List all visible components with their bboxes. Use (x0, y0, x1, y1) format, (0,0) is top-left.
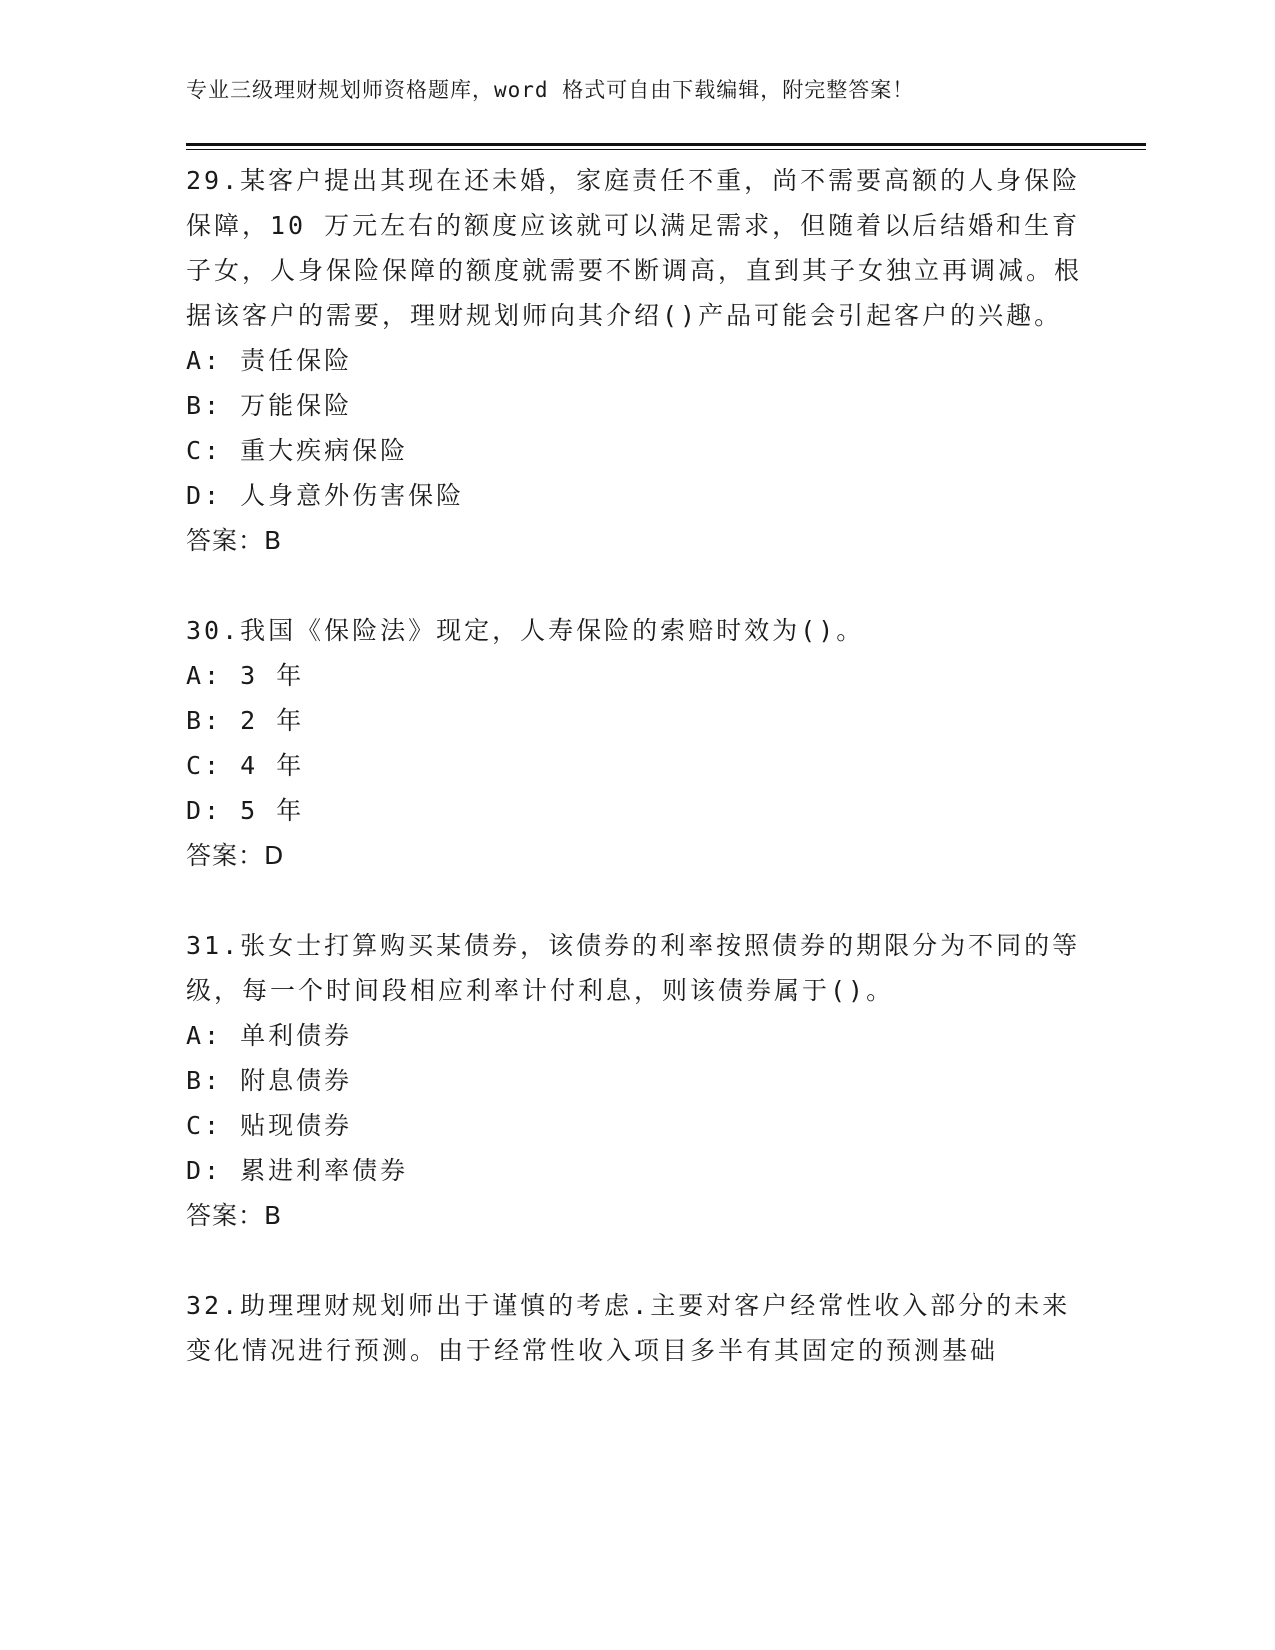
question-31 (186, 923, 1086, 1238)
question-text: 32.助理理财规划师出于谨慎的考虑.主要对客户经常性收入部分的未来变化情况进行预测。由于经常性收入项目多半有其固定的预测基础 (186, 1291, 1071, 1365)
question-32 (186, 1283, 1086, 1373)
question-text: 29.某客户提出其现在还未婚，家庭责任不重，尚不需要高额的人身保险保障，10 万元左右的额度应该就可以满足需求，但随着以后结婚和生育子女，人身保险保障的额度就需要不断调高，直到其子女独立再调减。根据该客户的需要，理财规划师向其介绍()产品可能会引起客户的兴趣。 (186, 166, 1083, 330)
question-29 (186, 158, 1086, 563)
header-rule-thick (186, 143, 1146, 146)
option-d: D: 累进利率债券 (186, 1156, 409, 1185)
answer-label: 答案：B (186, 526, 283, 555)
answer-label: 答案：B (186, 1201, 283, 1230)
option-b: B: 2 年 (186, 706, 305, 735)
option-a: A: 责任保险 (186, 346, 353, 375)
answer-label: 答案：D (186, 841, 285, 870)
option-a: A: 3 年 (186, 661, 305, 690)
page-header: 专业三级理财规划师资格题库，word 格式可自由下载编辑，附完整答案！ (186, 78, 915, 102)
header-rule-thin (186, 149, 1146, 150)
question-text: 31.张女士打算购买某债券，该债券的利率按照债券的期限分为不同的等级，每一个时间段相应利率计付利息，则该债券属于()。 (186, 931, 1081, 1005)
option-b: B: 附息债券 (186, 1066, 353, 1095)
option-d: D: 5 年 (186, 796, 305, 825)
question-text: 30.我国《保险法》现定，人寿保险的索赔时效为()。 (186, 616, 865, 645)
option-c: C: 4 年 (186, 751, 305, 780)
option-a: A: 单利债券 (186, 1021, 353, 1050)
option-c: C: 重大疾病保险 (186, 436, 409, 465)
question-list (186, 158, 1086, 1418)
option-b: B: 万能保险 (186, 391, 353, 420)
option-d: D: 人身意外伤害保险 (186, 481, 465, 510)
question-30 (186, 608, 1086, 878)
option-c: C: 贴现债券 (186, 1111, 353, 1140)
